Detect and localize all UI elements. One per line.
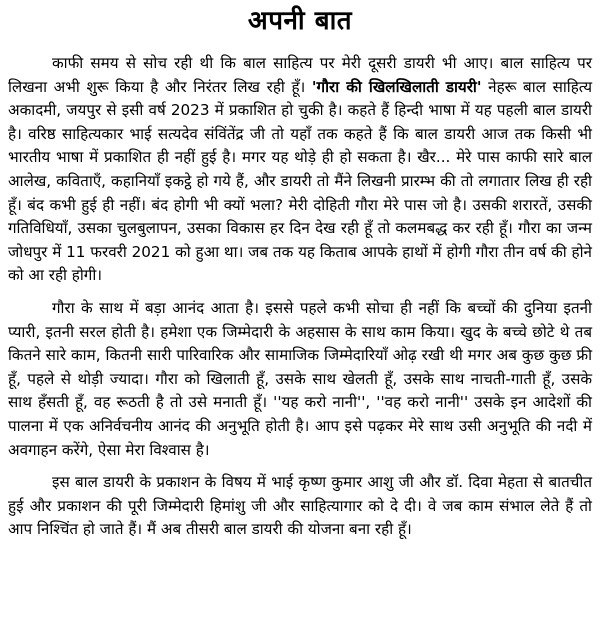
book-title-bold: 'गौरा की खिलखिलाती डायरी' <box>311 77 482 96</box>
paragraph-1-text-end: नेहरू बाल साहित्य अकादमी, जयपुर से इसी वर्ष 2023 में प्रकाशित हो चुकी है। कहते हैं हिन्दी भाषा में यह पहली बाल डायरी है। वरिष्ठ साहित्यकार भाई सत्यदेव संविंतेंद्र जी तो यहाँ तक कहते हैं कि बाल डायरी आज तक किसी भी भारतीय भाषा में प्रकाशित ही नहीं हुई है। मगर यह थोड़े ही हो सकता है। खैर... मेरे पास काफी सारे बाल आलेख, कविताएँ, कहानियाँ इकट्ठे हो गये हैं, और डायरी तो मैंने लिखनी प्रारम्भ की तो लगातार लिख ही रही हूँ। बंद कभी हुई ही नहीं। बंद होगी भी क्यों भला? मेरी दोहिती गौरा मेरे पास जो है। उसकी शरारतें, उसकी गतिविधियाँ, उसका चुलबुलापन, उसका विकास हर दिन देख रही हूँ तो कलमबद्ध कर रही हूँ। गौरा का जन्म जोधपुर में 11 फरवरी 2021 को हुआ था। जब तक यह किताब आपके हाथों में होगी गौरा तीन वर्ष की होने को आ रही होगी। <box>8 77 592 285</box>
paragraph-1 <box>8 52 592 288</box>
paragraph-3: इस बाल डायरी के प्रकाशन के विषय में भाई कृष्ण कुमार आशु जी और डॉ. दिवा मेहता से बातचीत हुई और प्रकाशन की पूरी जिम्मेदारी हिमांशु जी और साहित्यागार को दे दी। वे जब काम संभाल लेते हैं तो आप निश्चिंत हो जाते हैं। मैं अब तीसरी बाल डायरी की योजना बना रही हूँ। <box>8 473 592 539</box>
page-title: अपनी बात <box>247 6 353 36</box>
paragraph-2: गौरा के साथ में बड़ा आनंद आता है। इससे पहले कभी सोचा ही नहीं कि बच्चों की दुनिया इतनी प्यारी, इतनी सरल होती है। हमेशा एक जिम्मेदारी के अहसास के साथ काम किया। खुद के बच्चे छोटे थे तब कितने सारे काम, कितनी सारी पारिवारिक और सामाजिक जिम्मेदारियाँ ओढ़ रखी थी मगर अब कुछ कुछ फ्री हूँ, पहले से थोड़ी ज्यादा। गौरा को खिलाती हूँ, उसके साथ खेलती हूँ, उसके साथ नाचती-गाती हूँ, उसके साथ हँसती हूँ, वह रूठती है तो उसे मनाती हूँ। ''यह करो नानी'', ''वह करो नानी'' उसके इन आदेशों की पालना में एक अनिर्वचनीय आनंद की अनुभूति होती है। आप इसे पढ़कर मेरे साथ उसी अनुभूति की नदी में अवगाहन करेंगे, ऐसा मेरा विश्वास है। <box>8 298 592 459</box>
paragraph-1-text-start: काफी समय से सोच रही थी कि बाल साहित्य पर मेरी दूसरी डायरी भी आए। बाल साहित्य पर लिखना अभी शुरू किया है और निरंतर लिख रही हूँ। <box>8 54 592 96</box>
